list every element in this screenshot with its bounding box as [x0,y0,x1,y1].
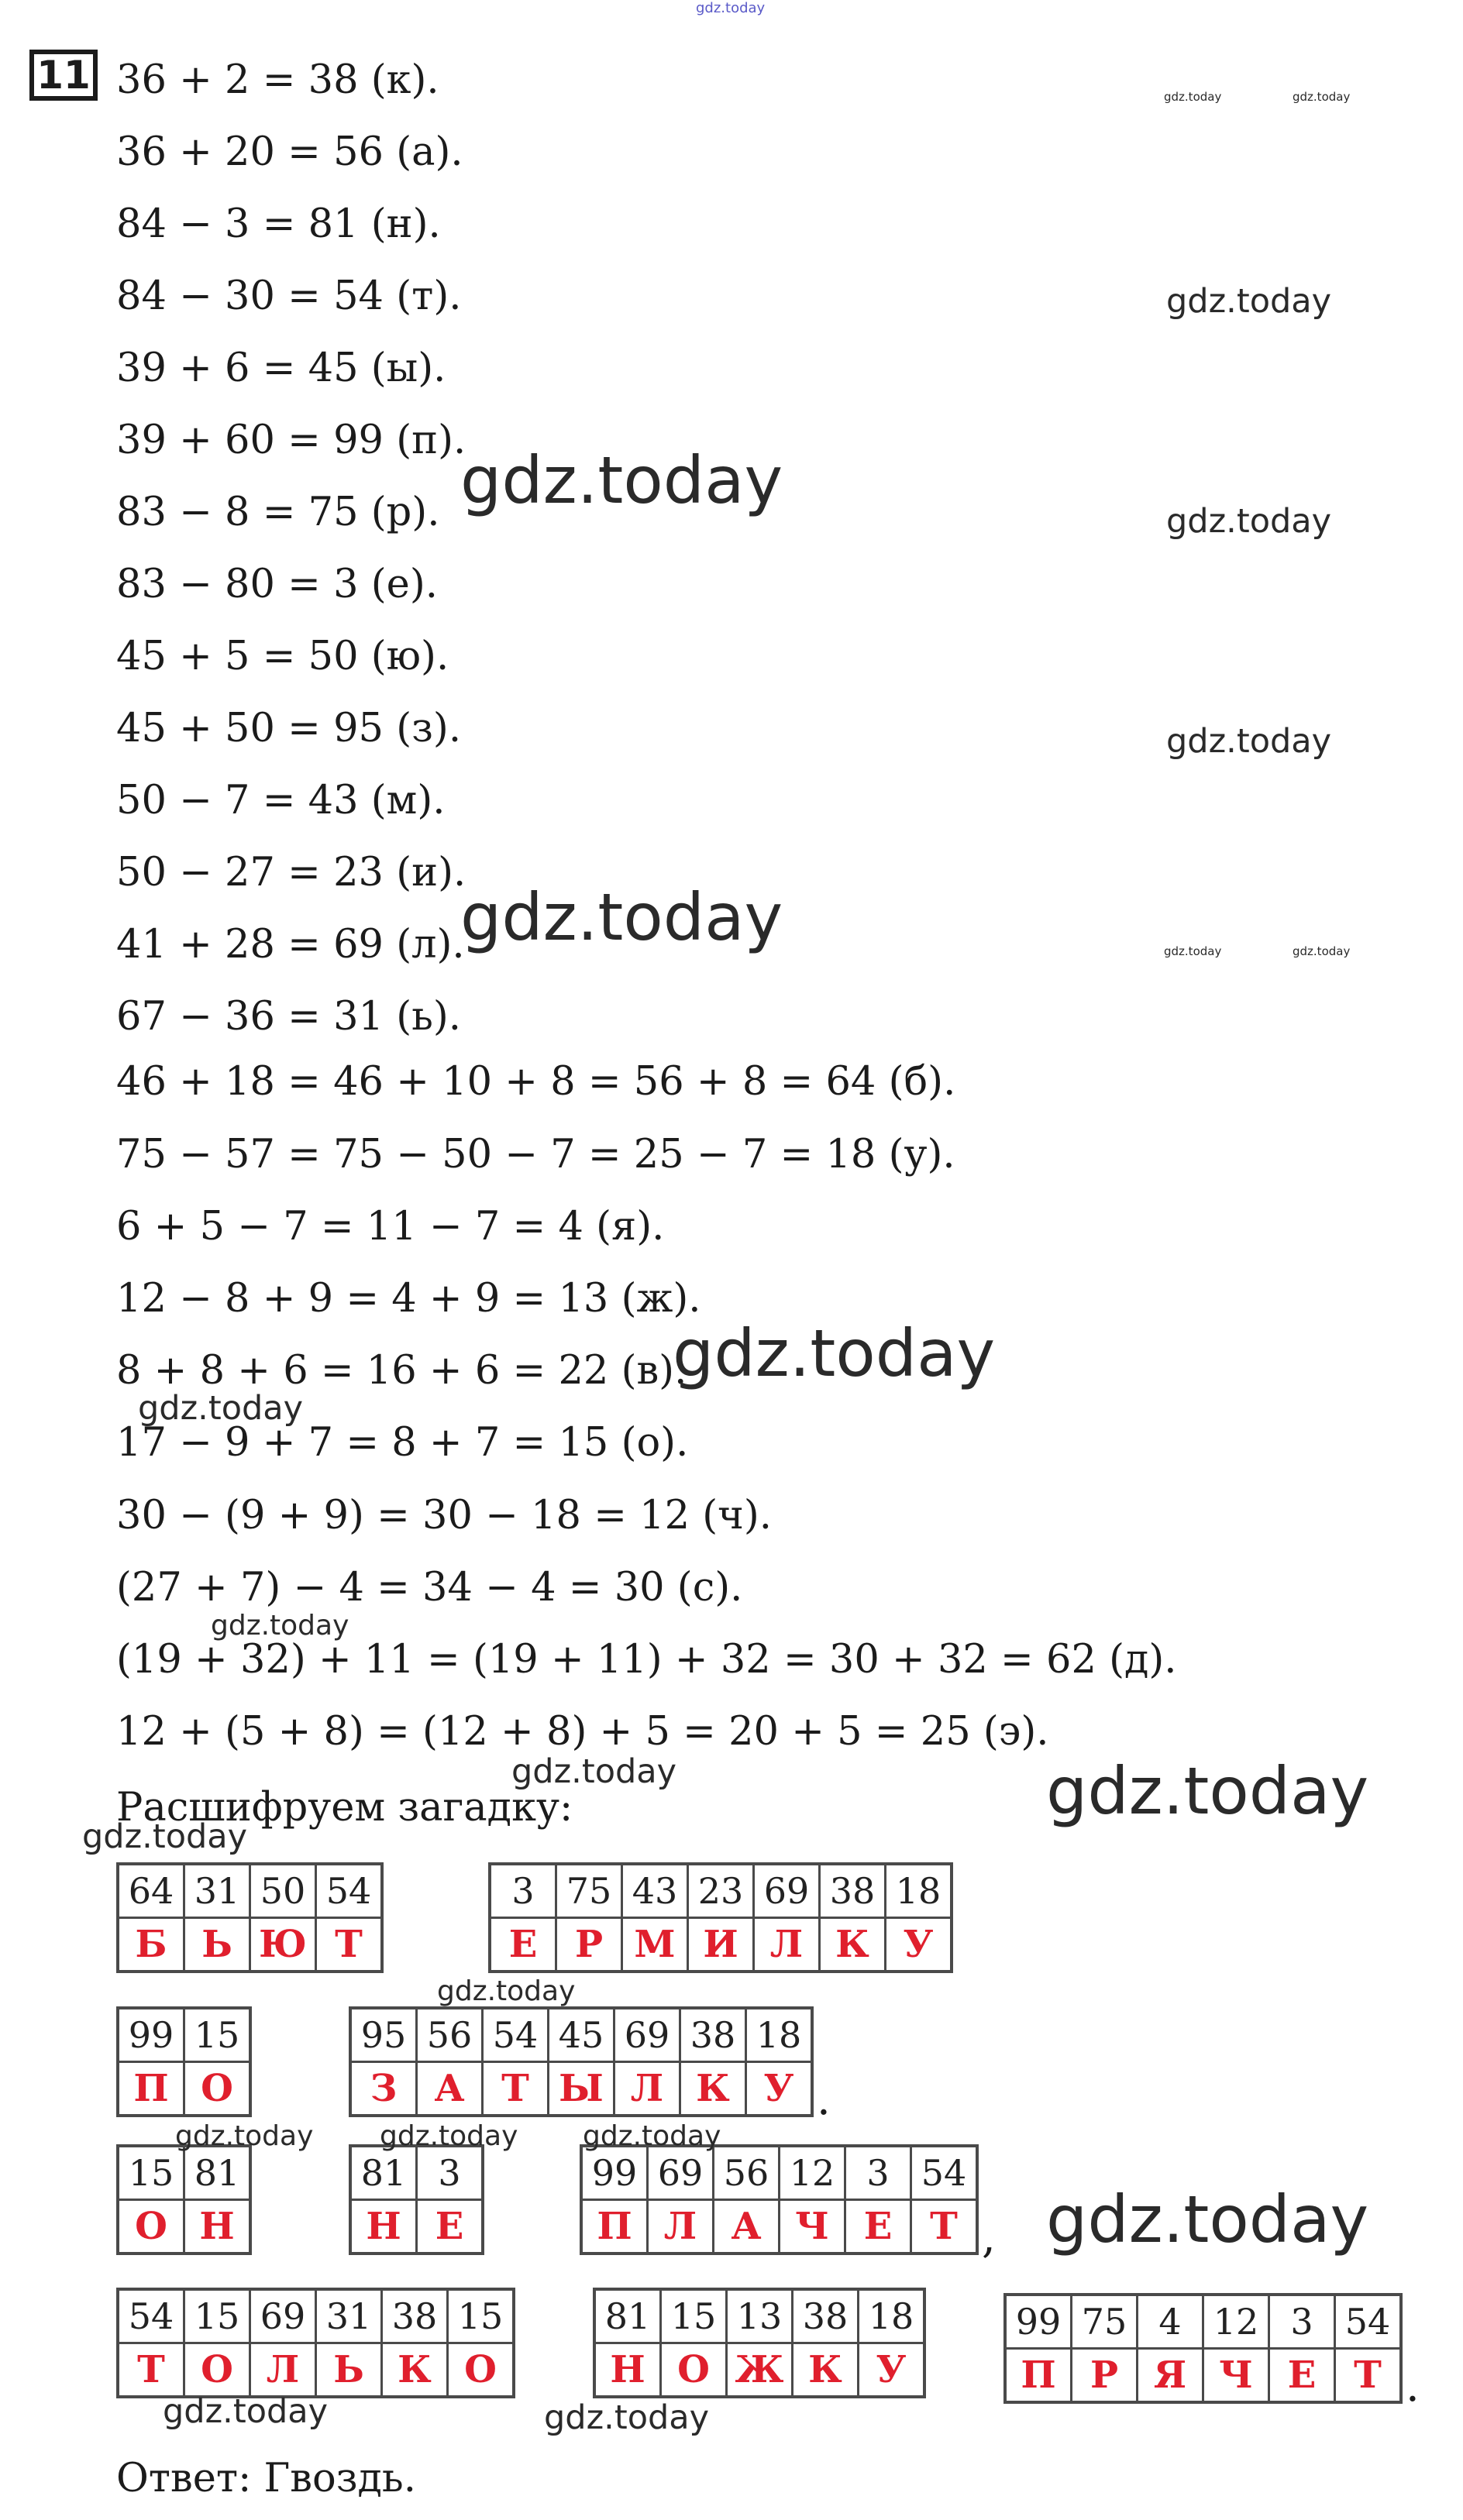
cipher-letter-row [118,2200,250,2254]
equation-line: 17 − 9 + 7 = 8 + 7 = 15 (о). [116,1420,689,1466]
cipher-number-cell: 64 [118,1864,184,1918]
cipher-table [116,2006,252,2117]
cipher-table [349,2006,814,2117]
watermark: gdz.today [437,1975,576,2007]
cipher-punctuation: . [1406,2361,1420,2412]
cipher-letter-cell: О [661,2343,727,2398]
cipher-number-cell: 3 [490,1864,556,1918]
task-number-box: 11 [29,50,98,101]
equation-line: 12 − 8 + 9 = 4 + 9 = 13 (ж). [116,1276,701,1322]
equation-line: 50 − 7 = 43 (м). [116,778,446,823]
equation-line: 36 + 20 = 56 (а). [116,129,463,175]
cipher-letter-cell: Н [184,2200,251,2254]
cipher-number-row [350,2008,812,2062]
cipher-number-cell: 38 [382,2289,448,2343]
cipher-number-cell: 18 [859,2289,925,2343]
cipher-number-cell: 38 [793,2289,859,2343]
watermark: gdz.today [511,1752,677,1791]
cipher-letter-cell: Т [316,1918,383,1972]
cipher-number-cell: 23 [688,1864,754,1918]
cipher-number-cell: 54 [483,2008,549,2062]
cipher-letter-cell: М [622,1918,688,1972]
cipher-letter-cell: П [118,2062,184,2116]
riddle-heading: Расшифруем загадку: [116,1785,573,1831]
cipher-letter-cell: Ж [727,2343,793,2398]
cipher-number-row [581,2146,977,2200]
watermark: gdz.today [583,2120,721,2152]
cipher-number-cell: 12 [780,2146,845,2200]
cipher-number-cell: 56 [417,2008,483,2062]
cipher-letter-cell: Н [350,2200,417,2254]
cipher-number-cell: 15 [118,2146,184,2200]
equation-line: 83 − 80 = 3 (е). [116,562,438,607]
cipher-number-cell: 56 [714,2146,780,2200]
watermark: gdz.today [1166,502,1332,541]
cipher-number-cell: 54 [118,2289,184,2343]
cipher-number-row [1005,2295,1401,2349]
equation-line: 84 − 3 = 81 (н). [116,201,441,247]
cipher-number-cell: 43 [622,1864,688,1918]
cipher-number-cell: 54 [1335,2295,1402,2349]
cipher-letter-cell: Л [250,2343,316,2398]
cipher-letter-cell: Ч [780,2200,845,2254]
cipher-letter-cell: А [417,2062,483,2116]
cipher-letter-row [594,2343,924,2398]
watermark: gdz.today [1293,944,1351,958]
cipher-number-cell: 3 [1269,2295,1335,2349]
cipher-letter-cell: Р [556,1918,622,1972]
watermark: gdz.today [1166,722,1332,761]
cipher-number-cell: 99 [118,2008,184,2062]
cipher-number-row [118,2146,250,2200]
cipher-letter-cell: П [581,2200,648,2254]
watermark: gdz.today [1293,90,1351,104]
equation-line: 12 + (5 + 8) = (12 + 8) + 5 = 20 + 5 = 25 (э). [116,1709,1049,1755]
watermark: gdz.today [673,1315,996,1391]
cipher-letter-row [581,2200,977,2254]
cipher-number-cell: 54 [911,2146,978,2200]
cipher-letter-row [1005,2349,1401,2403]
cipher-letter-cell: Т [118,2343,184,2398]
cipher-number-cell: 13 [727,2289,793,2343]
cipher-table [1003,2293,1403,2404]
equation-line: 75 − 57 = 75 − 50 − 7 = 25 − 7 = 18 (у). [116,1132,955,1177]
cipher-number-cell: 54 [316,1864,383,1918]
cipher-letter-cell: Ь [316,2343,382,2398]
cipher-letter-row [350,2062,812,2116]
cipher-table [349,2144,484,2255]
cipher-number-cell: 31 [316,2289,382,2343]
watermark: gdz.today [1046,1753,1369,1829]
cipher-number-cell: 15 [184,2289,250,2343]
cipher-letter-cell: Т [911,2200,978,2254]
cipher-number-cell: 69 [754,1864,820,1918]
cipher-letter-cell: П [1005,2349,1072,2403]
equation-line: 83 − 8 = 75 (р). [116,490,440,535]
cipher-number-cell: 81 [350,2146,417,2200]
equation-line: 6 + 5 − 7 = 11 − 7 = 4 (я). [116,1204,665,1250]
cipher-table [488,1862,953,1973]
watermark: gdz.today [380,2120,518,2152]
cipher-number-row [594,2289,924,2343]
watermark: gdz.today [544,2398,710,2437]
cipher-number-cell: 3 [845,2146,911,2200]
watermark: gdz.today [175,2120,314,2152]
cipher-number-row [118,1864,382,1918]
equation-line: 36 + 2 = 38 (к). [116,57,439,103]
watermark: gdz.today [460,442,783,518]
cipher-letter-cell: Я [1138,2349,1203,2403]
equation-line: (27 + 7) − 4 = 34 − 4 = 30 (с). [116,1565,743,1611]
cipher-number-cell: 3 [417,2146,484,2200]
equation-line: 39 + 6 = 45 (ы). [116,346,446,391]
equation-line: 30 − (9 + 9) = 30 − 18 = 12 (ч). [116,1493,772,1538]
cipher-letter-cell: Б [118,1918,184,1972]
cipher-letter-cell: Ч [1203,2349,1269,2403]
equation-line: 45 + 5 = 50 (ю). [116,634,449,679]
equation-line: 46 + 18 = 46 + 10 + 8 = 56 + 8 = 64 (б). [116,1059,956,1105]
equation-line: 84 − 30 = 54 (т). [116,273,462,319]
cipher-number-cell: 69 [648,2146,714,2200]
cipher-number-cell: 18 [746,2008,813,2062]
cipher-number-cell: 99 [1005,2295,1072,2349]
cipher-letter-cell: Л [754,1918,820,1972]
cipher-number-cell: 75 [556,1864,622,1918]
cipher-table [580,2144,979,2255]
cipher-letter-cell: Т [483,2062,549,2116]
cipher-letter-cell: Л [614,2062,680,2116]
cipher-number-cell: 18 [886,1864,952,1918]
cipher-number-cell: 81 [594,2289,661,2343]
cipher-letter-cell: Е [490,1918,556,1972]
cipher-table [116,1862,384,1973]
cipher-letter-cell: Л [648,2200,714,2254]
cipher-letter-cell: Р [1072,2349,1138,2403]
cipher-number-cell: 50 [250,1864,316,1918]
cipher-letter-cell: О [184,2343,250,2398]
equation-line: (19 + 32) + 11 = (19 + 11) + 32 = 30 + 32 = 62 (д). [116,1637,1177,1683]
cipher-letter-cell: У [746,2062,813,2116]
cipher-letter-cell: Е [845,2200,911,2254]
cipher-letter-cell: К [680,2062,746,2116]
equation-line: 45 + 50 = 95 (з). [116,706,462,751]
watermark: gdz.today [211,1610,349,1642]
cipher-letter-cell: О [118,2200,184,2254]
equation-line: 8 + 8 + 6 = 16 + 6 = 22 (в). [116,1348,687,1394]
cipher-number-cell: 38 [820,1864,886,1918]
cipher-letter-cell: Е [417,2200,484,2254]
watermark: gdz.today [460,879,783,955]
cipher-number-cell: 15 [448,2289,515,2343]
cipher-letter-row [490,1918,952,1972]
cipher-number-cell: 31 [184,1864,250,1918]
cipher-table [116,2144,252,2255]
watermark: gdz.today [138,1389,304,1428]
equation-line: 50 − 27 = 23 (и). [116,850,466,896]
cipher-punctuation: , [982,2212,996,2263]
cipher-punctuation: . [817,2075,831,2125]
cipher-letter-cell: И [688,1918,754,1972]
cipher-number-cell: 69 [250,2289,316,2343]
cipher-number-cell: 4 [1138,2295,1203,2349]
cipher-letter-row [118,1918,382,1972]
equation-line: 39 + 60 = 99 (п). [116,418,466,463]
cipher-letter-cell: Ы [549,2062,614,2116]
cipher-number-cell: 75 [1072,2295,1138,2349]
cipher-letter-row [350,2200,483,2254]
watermark: gdz.today [163,2392,329,2431]
cipher-letter-cell: К [382,2343,448,2398]
cipher-letter-cell: У [886,1918,952,1972]
equation-line: 67 − 36 = 31 (ь). [116,994,461,1040]
cipher-letter-cell: О [184,2062,251,2116]
cipher-letter-cell: У [859,2343,925,2398]
watermark: gdz.today [1046,2181,1369,2257]
cipher-number-cell: 95 [350,2008,417,2062]
cipher-letter-cell: Н [594,2343,661,2398]
cipher-letter-row [118,2062,250,2116]
cipher-letter-cell: К [793,2343,859,2398]
cipher-number-cell: 12 [1203,2295,1269,2349]
equation-line: 41 + 28 = 69 (л). [116,922,465,968]
cipher-letter-cell: К [820,1918,886,1972]
cipher-number-row [118,2008,250,2062]
watermark: gdz.today [1164,90,1222,104]
cipher-letter-cell: Е [1269,2349,1335,2403]
cipher-number-cell: 99 [581,2146,648,2200]
cipher-letter-cell: Ь [184,1918,250,1972]
cipher-letter-cell: Ю [250,1918,316,1972]
cipher-number-cell: 38 [680,2008,746,2062]
cipher-letter-cell: А [714,2200,780,2254]
watermark: gdz.today [82,1817,248,1856]
cipher-number-cell: 69 [614,2008,680,2062]
cipher-table [593,2288,926,2398]
cipher-letter-cell: О [448,2343,515,2398]
cipher-number-cell: 15 [184,2008,251,2062]
cipher-number-cell: 15 [661,2289,727,2343]
answer-text: Ответ: Гвоздь. [116,2456,416,2501]
cipher-table [116,2288,515,2398]
cipher-letter-cell: Т [1335,2349,1402,2403]
watermark: gdz.today [696,0,766,16]
cipher-number-row [490,1864,952,1918]
cipher-number-cell: 81 [184,2146,251,2200]
cipher-number-cell: 45 [549,2008,614,2062]
watermark: gdz.today [1164,944,1222,958]
watermark: gdz.today [1166,282,1332,321]
cipher-number-row [118,2289,514,2343]
cipher-number-row [350,2146,483,2200]
cipher-letter-row [118,2343,514,2398]
cipher-letter-cell: З [350,2062,417,2116]
